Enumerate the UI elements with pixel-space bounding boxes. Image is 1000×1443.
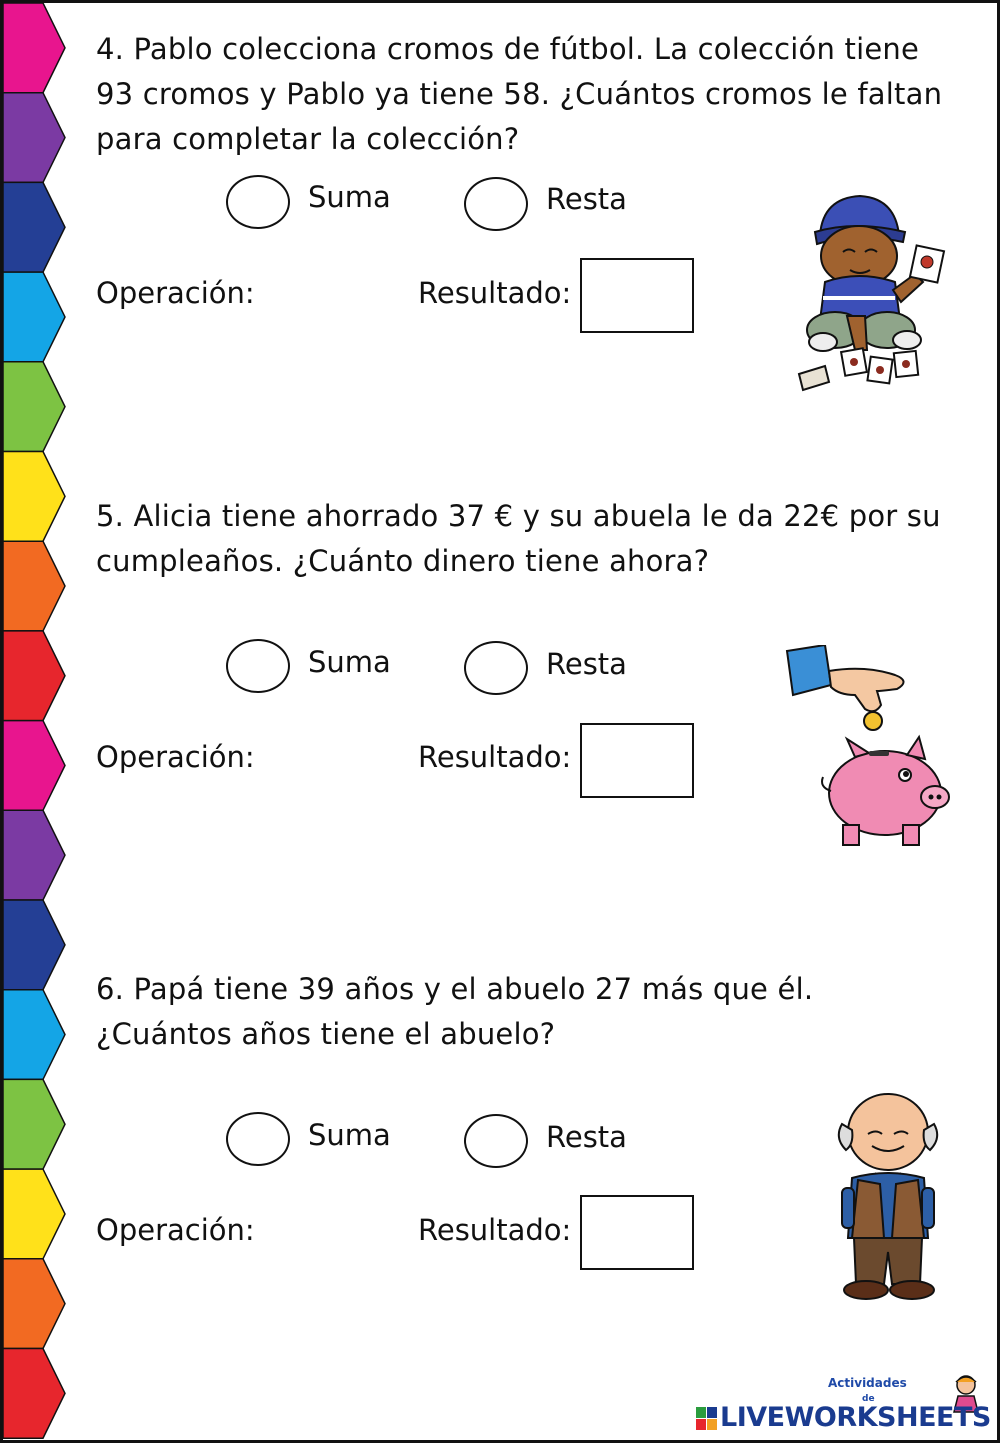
q4-result-box[interactable] bbox=[580, 258, 694, 333]
q5-result-label: Resultado: bbox=[418, 740, 572, 774]
q6-resta-label: Resta bbox=[546, 1120, 627, 1154]
ribbon-segment bbox=[3, 631, 65, 721]
q4-result-label: Resultado: bbox=[418, 276, 572, 310]
ribbon-segment bbox=[3, 541, 65, 631]
liveworksheets-logo-icon bbox=[696, 1407, 718, 1431]
hand-coin-piggy-bank-illustration bbox=[785, 645, 965, 855]
q6-suma-circle[interactable] bbox=[226, 1112, 290, 1166]
ribbon-segment bbox=[3, 452, 65, 542]
ribbon-segment bbox=[3, 1349, 65, 1439]
question-5-text: 5. Alicia tiene ahorrado 37 € y su abuela le da 22€ por su cumpleaños. ¿Cuánto dinero tiene ahora? bbox=[96, 499, 941, 578]
ribbon-segment bbox=[3, 1079, 65, 1169]
q4-suma-label: Suma bbox=[308, 180, 391, 214]
boy-with-cards-illustration bbox=[795, 190, 950, 395]
ribbon-segment bbox=[3, 182, 65, 272]
color-ribbon-border bbox=[3, 3, 69, 1440]
ribbon-segment bbox=[3, 810, 65, 900]
ribbon-segment bbox=[3, 1169, 65, 1259]
q6-result-box[interactable] bbox=[580, 1195, 694, 1270]
q5-suma-circle[interactable] bbox=[226, 639, 290, 693]
liveworksheets-brand[interactable]: LIVEWORKSHEETS bbox=[720, 1402, 991, 1433]
q5-suma-label: Suma bbox=[308, 645, 391, 679]
ribbon-segment bbox=[3, 3, 65, 93]
ribbon-segment bbox=[3, 900, 65, 990]
footer-logo-line1: Actividades bbox=[828, 1376, 907, 1390]
ribbon-segment bbox=[3, 272, 65, 362]
q5-result-box[interactable] bbox=[580, 723, 694, 798]
question-6-text: 6. Papá tiene 39 años y el abuelo 27 más que él. ¿Cuántos años tiene el abuelo? bbox=[96, 972, 814, 1051]
q5-operation-label: Operación: bbox=[96, 740, 255, 774]
q6-resta-circle[interactable] bbox=[464, 1114, 528, 1168]
ribbon-segment bbox=[3, 1259, 65, 1349]
ribbon-segment bbox=[3, 93, 65, 183]
ribbon-segment bbox=[3, 721, 65, 811]
q4-suma-circle[interactable] bbox=[226, 175, 290, 229]
grandfather-illustration bbox=[828, 1088, 948, 1303]
q4-resta-circle[interactable] bbox=[464, 177, 528, 231]
ribbon-segment bbox=[3, 990, 65, 1080]
q6-suma-label: Suma bbox=[308, 1118, 391, 1152]
q6-result-label: Resultado: bbox=[418, 1213, 572, 1247]
question-4-text: 4. Pablo colecciona cromos de fútbol. La colección tiene 93 cromos y Pablo ya tiene 58. ¿Cuántos cromos le faltan para completar la colección? bbox=[96, 32, 943, 156]
q5-resta-label: Resta bbox=[546, 647, 627, 681]
ribbon-segment bbox=[3, 362, 65, 452]
q6-operation-label: Operación: bbox=[96, 1213, 255, 1247]
footer-logo-line2: de bbox=[862, 1394, 875, 1404]
q4-operation-label: Operación: bbox=[96, 276, 255, 310]
q4-resta-label: Resta bbox=[546, 182, 627, 216]
q5-resta-circle[interactable] bbox=[464, 641, 528, 695]
